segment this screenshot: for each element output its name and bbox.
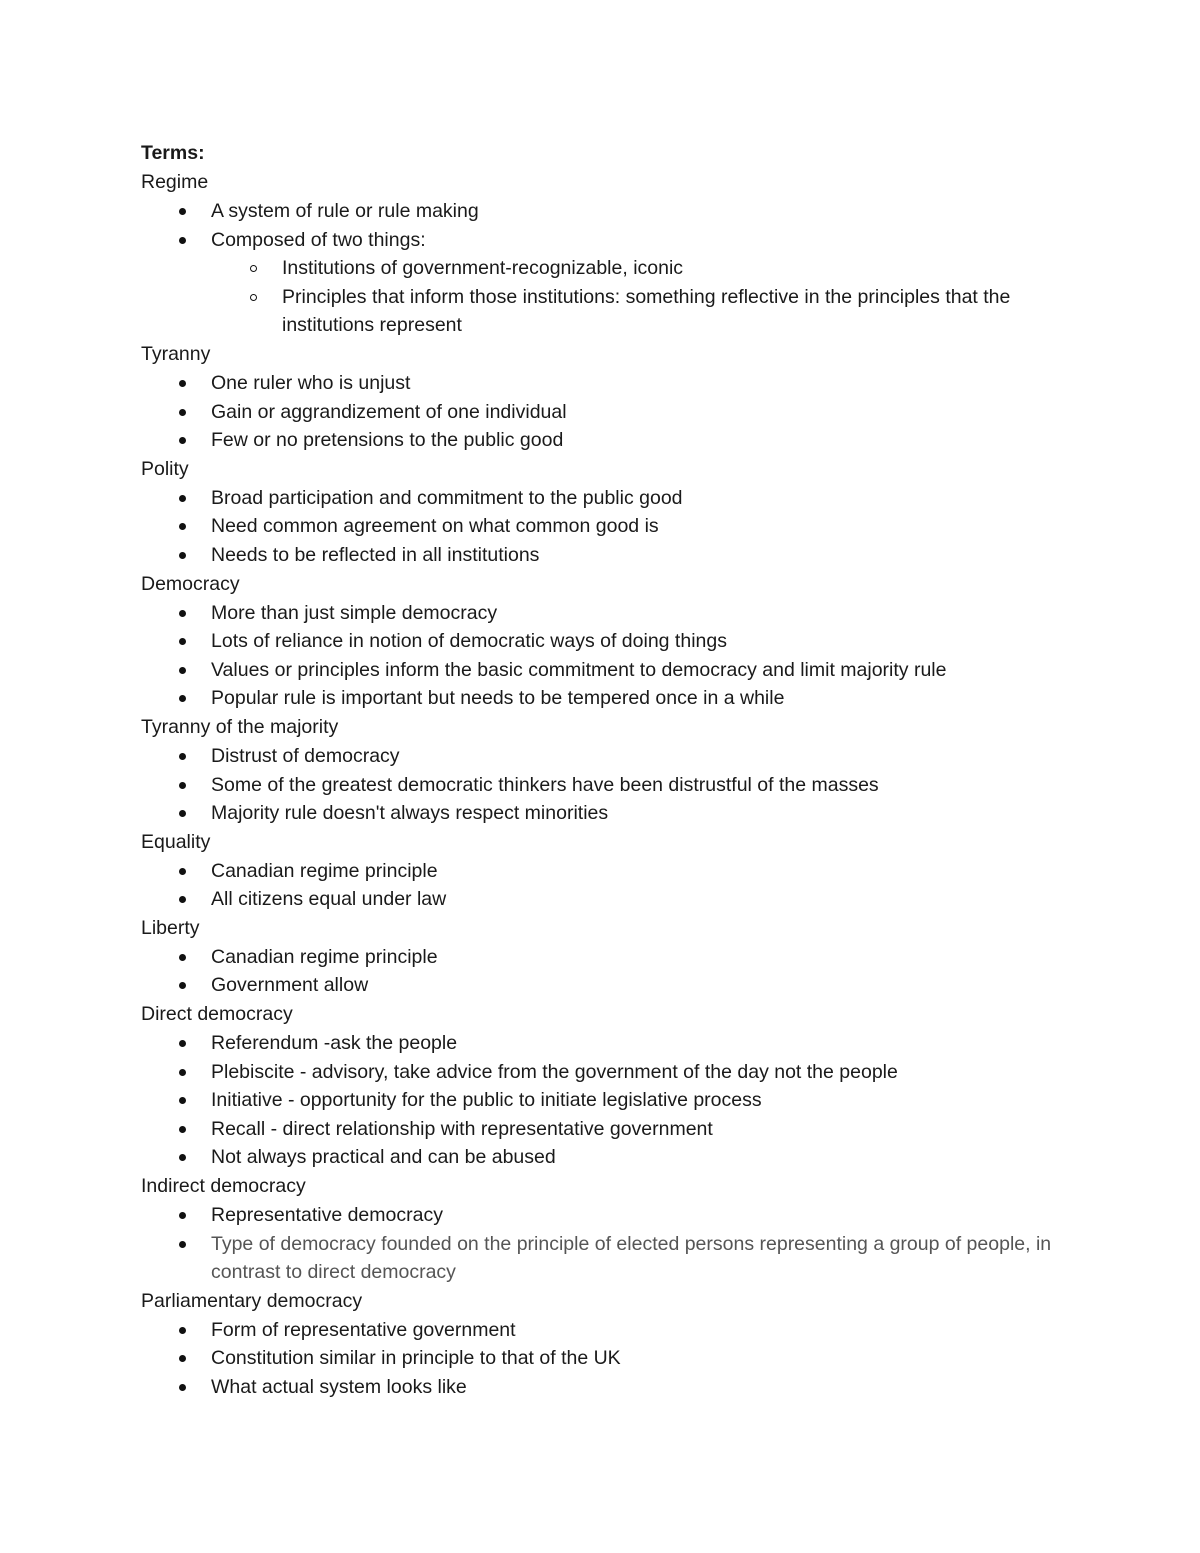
bullet-text: Not always practical and can be abused [211,1146,556,1169]
bullet-item [141,484,1061,513]
bullet-list [141,197,1061,340]
bullet-text: Gain or aggrandizement of one individual [211,400,567,423]
term-title: Regime [141,171,209,193]
bullet-icon [179,1069,186,1076]
bullet-icon [179,1327,186,1334]
bullet-icon [179,1097,186,1104]
bullet-text: Lots of reliance in notion of democratic ways of doing things [211,630,727,653]
bullet-text: Constitution similar in principle to that of the UK [211,1347,621,1370]
term-title: Indirect democracy [141,1175,306,1198]
term-section [141,570,1061,713]
term-title: Polity [141,457,189,480]
sub-bullet-item [141,283,1061,340]
bullet-item [141,656,1061,685]
sub-bullet-item [141,254,1061,283]
bullet-item [141,885,1061,914]
hollow-bullet-icon [250,265,257,272]
bullet-item [141,1115,1061,1144]
bullet-item [141,541,1061,570]
bullet-item [141,1230,1061,1287]
bullet-item [141,226,1061,255]
bullet-list [141,742,1061,828]
bullet-text: More than just simple democracy [211,601,498,624]
bullet-text: Needs to be reflected in all institutions [211,543,540,566]
bullet-icon [179,667,186,674]
bullet-item [141,943,1061,972]
bullet-list [141,857,1061,914]
bullet-icon [179,1126,186,1133]
bullet-list [141,1316,1061,1402]
bullet-icon [179,1241,186,1248]
bullet-item [141,1029,1061,1058]
bullet-item [141,1143,1061,1172]
bullet-icon [179,896,186,903]
sub-bullet-list [141,254,1061,340]
bullet-icon [179,437,186,444]
bullet-icon [179,868,186,875]
bullet-item [141,742,1061,771]
terms-list [141,168,1061,1402]
term-title: Liberty [141,916,200,939]
bullet-text: Some of the greatest democratic thinkers have been distrustful of the masses [211,773,879,796]
term-section [141,713,1061,828]
bullet-item [141,799,1061,828]
bullet-icon [179,954,186,961]
bullet-item [141,1058,1061,1087]
term-section [141,1000,1061,1172]
bullet-text: Initiative - opportunity for the public to initiate legislative process [211,1089,762,1112]
bullet-item [141,1373,1061,1402]
bullet-text: Values or principles inform the basic commitment to democracy and limit majority rule [211,658,947,681]
bullet-text: Majority rule doesn't always respect minorities [211,802,609,825]
bullet-icon [179,782,186,789]
bullet-icon [179,523,186,530]
bullet-item [141,1316,1061,1345]
bullet-icon [179,237,186,244]
term-section [141,1172,1061,1287]
term-section [141,168,1061,340]
bullet-text: Form of representative government [211,1318,516,1341]
bullet-item [141,857,1061,886]
bullet-icon [179,695,186,702]
bullet-text: Composed of two things: [211,228,426,251]
page-heading: Terms: [141,142,205,164]
bullet-icon [179,380,186,387]
bullet-icon [179,409,186,416]
document-body [141,139,1061,1402]
bullet-text: What actual system looks like [211,1376,467,1398]
bullet-list [141,1201,1061,1287]
term-title: Democracy [141,572,240,595]
bullet-item [141,684,1061,713]
bullet-item [141,627,1061,656]
term-title: Tyranny of the majority [141,715,339,738]
term-section [141,914,1061,1000]
bullet-list [141,484,1061,570]
bullet-item [141,1086,1061,1115]
bullet-item [141,971,1061,1000]
bullet-icon [179,1040,186,1047]
bullet-item [141,398,1061,427]
bullet-text: Broad participation and commitment to the public good [211,486,683,509]
bullet-text: Need common agreement on what common good is [211,515,659,538]
bullet-item [141,512,1061,541]
bullet-icon [179,1212,186,1219]
term-section [141,455,1061,570]
bullet-text: Type of democracy founded on the principle of elected persons representing a group of people, in contrast to direct democracy [211,1232,1052,1284]
bullet-text: Popular rule is important but needs to be tempered once in a while [211,687,785,710]
bullet-icon [179,1355,186,1362]
term-section [141,828,1061,914]
sub-bullet-text: Institutions of government-recognizable, iconic [282,257,684,280]
sub-bullet-text: Principles that inform those institutions: something reflective in the principles that the institutions represent [282,285,1011,337]
bullet-item [141,426,1061,455]
bullet-text: Plebiscite - advisory, take advice from the government of the day not the people [211,1060,898,1083]
term-section [141,1287,1061,1402]
bullet-icon [179,638,186,645]
bullet-item [141,369,1061,398]
bullet-list [141,369,1061,455]
bullet-icon [179,753,186,760]
term-title: Tyranny [141,342,211,365]
bullet-icon [179,1154,186,1161]
bullet-text: A system of rule or rule making [211,200,479,222]
bullet-list [141,599,1061,713]
bullet-text: Government allow [211,974,369,997]
bullet-item [141,1201,1061,1230]
bullet-text: Referendum -ask the people [211,1032,458,1055]
bullet-text: Representative democracy [211,1204,443,1227]
bullet-text: Distrust of democracy [211,744,400,767]
bullet-item [141,771,1061,800]
bullet-item [141,197,1061,226]
bullet-text: Canadian regime principle [211,859,438,882]
bullet-text: All citizens equal under law [211,888,447,911]
bullet-text: One ruler who is unjust [211,371,411,394]
bullet-item [141,599,1061,628]
bullet-icon [179,495,186,502]
term-title: Direct democracy [141,1003,293,1026]
term-title: Parliamentary democracy [141,1289,363,1312]
hollow-bullet-icon [250,294,257,301]
bullet-icon [179,1384,186,1391]
bullet-icon [179,552,186,559]
bullet-list [141,943,1061,1000]
bullet-item [141,1344,1061,1373]
term-section [141,340,1061,455]
term-title: Equality [141,830,211,853]
bullet-text: Recall - direct relationship with representative government [211,1117,713,1140]
bullet-list [141,1029,1061,1172]
bullet-text: Few or no pretensions to the public good [211,429,564,452]
bullet-icon [179,208,186,215]
bullet-icon [179,810,186,817]
bullet-text: Canadian regime principle [211,945,438,968]
bullet-icon [179,982,186,989]
bullet-icon [179,610,186,617]
